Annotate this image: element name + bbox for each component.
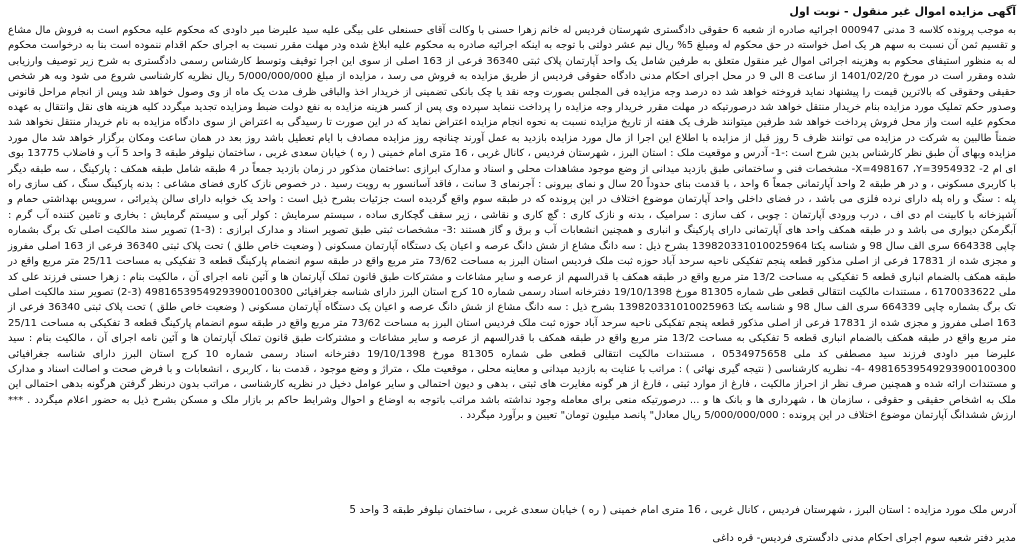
notice-body: به موجب پرونده کلاسه 3 مدنی 000947 اجرائیه صادره از شعبه 6 حقوقی دادگستری شهرستان فردیس له خانم زهرا حسنی با وکالت آقای حسنعلی علی بیگی علیه سید علیرضا میر داودی که محکوم علیه محکوم است به فروش مال مشاع و تقسیم ثمن آن نسبت به سهم هر یک اصل خواسته در حق محکوم له ومبلغ 5% ریال نیم عشر دولتی با توجه به اینکه اجرائیه صادره به محکوم علیه ابلاغ شده ودر مهلت مقرر نسبت به اجرای حکم اقدام ننموده است بنا به درخواست محکوم له به منظور استیفای محکوم به وهزینه اجرائی اموال غیر منقول متعلق به طرفین شامل یک واحد آپارتمان پلاک ثبتی 36340 فرعی از 163 اصلی از سوی این اجرا توقیف وتوسط کارشناس رسمی دادگستری به شرح زیر توصیف وارزیابی شده ومقرر است در مورخ 1401/02/20 از ساعت 8 الی 9 در محل اجرای احکام مدنی دادگاه حقوقی فردیس از طریق مزایده به فروش می رسد ، مزایده از مبلغ 5/000/000/000 ریال نظریه کارشناسی شروع می شود وبه هر شخص حقیقی وحقوقی که بالاترین قیمت را پیشنهاد نماید فروخته خواهد شد ده درصد وجه مزایده فی المجلس بصورت وجه نقد یا چک بانکی تضمینی از خریدار اخذ والباقی ظرف مدت یک ماه از وی وصول خواهد شد وپس از انجام مراحل قانونی وصدور حکم تملیک مورد مزایده بنام خریدار منتقل خواهد شد درصورتیکه در مهلت مقرر خریدار وجه مزایده را پرداخت ننماید سپرده وی پس از کسر هزینه مزایده به نفع دولت ضبط ومزایده تجدید میگردد کلیه هزینه های نقل وانتقال به عهده محکوم علیه است واز محل فروش پرداخت خواهد شد طرفین میتوانند ظرف یک هفته از تاریخ مزایده نسبت به نحوه انجام مزایده اعتراض نماید که در این صورت تا رسیدگی به اعتراض از سوی دادگاه مزایده به نام خریدار منتقل نخواهد شد ضمناً طالبین به شرکت در مزایده می توانند ظرف 5 روز قبل از مزایده با اطلاع این اجرا از مال مورد مزایده بازدید به عمل آورند چنانچه روز مزایده مصادف با ایام تعطیل باشد روز بعد در همان ساعت ومکان برگزار خواهد شد مال مورد مزایده وبهای آن طبق نظر کارشناس بدین شرح است :-1- آدرس و موقعیت ملک : استان البرز ، شهرستان فردیس ، کانال غربی ، 16 متری امام خمینی ( ره ) خیابان سعدی غربی ، ساختمان نیلوفر طبقه 3 واحد 5 آب و فاضلاب 13775 بوی ای ام X=498167 ،Y=3954932 -2- مشخصات فنی و ساختمانی طبق بازدید میدانی از وضع موجود مشاهدات محلی و اسناد و مدارک ابرازی :ساختمان مذکور در زمان بازدید جمعاً در 4 طبقه شامل طبقه همکف : پارکینگ ، سه طبقه دیگر با کاربری مسکونی ، و در هر طبقه 2 واحد آپارتمانی جمعاً 6 واحد ، با قدمت بنای حدوداً 20 سال و نمای بیرونی : آجرنمای 3 سانت ، فاقد آسانسور به رویت رسید . در خصوص نازک کاری فضای مشاعی : بدنه پارکینگ سنگ ، کف سازی راه پله : سنگ و راه پله دارای نرده فلزی می باشد ، در فضای داخلی واحد آپارتمان موضوع اختلاف در این پرونده که در طبقه سوم واقع گردیده است جزئیات بشرح ذیل است : واحد یک خوابه دارای سالن پذیرائی ، سرویس بهداشتی حمام و آشپزخانه با کابینت ام دی اف ، درب ورودی آپارتمان : چوبی ، کف سازی : سرامیک ، بدنه و نازک کاری : گچ کاری و نقاشی ، زیر سقف گچکاری ساده ، سیستم سرمایش : کولر آبی و سیستم گرمایش : بخاری و تامین کننده آب گرم : آبگرمکن دیواری می باشد و در طبقه همکف واحد های آپارتمانی دارای پارکینگ و انباری و همچنین انشعابات آب و برق و گاز هستند :3- مشخصات ثبتی طبق تصویر اسناد و مدارک ابرازی : (3-1) تصویر سند مالکیت اصلی تک برگ بشماره چاپی 664338 سری الف سال 98 و شناسه یکتا 139820331010025964 بشرح ذیل : سه دانگ مشاع از شش دانگ عرصه و اعیان یک دستگاه آپارتمان مسکونی ( وضعیت خاص طلق ) تحت پلاک ثبتی 36340 فرعی از 163 اصلی مفروز و مجزی شده از 17831 فرعی از اصلی مذکور قطعه پنجم تفکیکی ناحیه سرحد آباد حوزه ثبت ملک فردیس استان البرز به مساحت 73/62 متر مربع واقع در طبقه سوم انضمام پارکینگ قطعه 3 تفکیکی به مساحت 25/11 متر مربع واقع در طبقه همکف بالضمام انباری قطعه 5 تفکیکی به مساحت 13/2 متر مربع واقع در طبقه همکف با قدرالسهم از عرصه و سایر مشاعات و مشترکات طبق قانون تملک آپارتمان ها و آئین نامه اجرای آن ، مالکیت بنام : زهرا حسنی فرزند علی کد ملی 6170033622 ، مستندات مالکیت انتقالی قطعی طی شماره 81305 مورخ 19/10/1398 دفترخانه اسناد رسمی شماره 10 کرج استان البرز دارای شناسه جغرافیائی 49816539549293900100300 (3-2) تصویر سند مالکیت اصلی تک برگ بشماره چاپی 664339 سری الف سال 98 و شناسه یکتا 139820331010025963 بشرح ذیل : سه دانگ مشاع از شش دانگ عرصه و اعیان یک دستگاه آپارتمان مسکونی ( وضعیت خاص طلق ) تحت پلاک ثبتی 36340 فرعی از 163 اصلی مفروز و مجزی شده از 17831 فرعی از اصلی مذکور قطعه پنجم تفکیکی ناحیه سرحد آباد حوزه ثبت ملک فردیس استان البرز به مساحت 73/62 متر مربع واقع در طبقه سوم انضمام پارکینگ قطعه 3 تفکیکی به مساحت 25/11 متر مربع واقع در طبقه همکف بالضمام انباری قطعه 5 تفکیکی به مساحت 13/2 متر مربع واقع در طبقه همکف با قدرالسهم از عرصه و سایر مشاعات و مشترکات طبق قانون تملک آپارتمان ها و آئین نامه اجرای آن ، مالکیت بنام : سید علیرضا میر داودی فرزند سید مصطفی کد ملی 0534975658 ، مستندات مالکیت انتقالی قطعی طی شماره 81305 مورخ 19/10/1398 دفترخانه اسناد رسمی شماره 10 کرج استان البرز دارای شناسه جغرافیائی 49816539549293900100300 -4- نظریه کارشناسی ( نتیجه گیری نهائی ) : مراتب با عنایت به بازدید میدانی و معاینه محلی ، موقعیت ملک ، متراژ و وضع موجود ، قدمت بنا ، کاربری ، انشعابات و با فرض صحت و اصالت اسناد و مدارک و مستندات ارائه شده و همچنین صرف نظر از احراز مالکیت ، فارغ از موارد ثبتی ، فارغ از هر گونه مغایرت های ثبتی ، بدهی و دیون احتمالی و سایر عوامل دخیل در نظریه کارشناسی ، مراتب بدون درنظر گرفتن هرگونه بدهی احتمالی این ملک به اشخاص حقیقی و حقوقی ، سازمان ها ، شهرداری ها و بانک ها و ... درصورتیکه منعی برای معامله وجود نداشته باشد مراتب باتوجه به اوضاع و احوال وشرایط حاکم بر بازار ملک و مسکن بشرح ذیل به حضور اعلام میگردد . *** ارزش ششدانگ آپارتمان موضوع اختلاف در این پرونده : 5/000/000/000 ریال معادل" پانصد میلیون تومان" تعیین و برآورد میگردد . bbox=[8, 25, 1017, 422]
notice-title: آگهی مزایده اموال غیر منقول - نوبت اول bbox=[789, 5, 1016, 18]
property-address: آدرس ملک مورد مزایده : استان البرز ، شهرستان فردیس ، کانال غربی ، 16 متری امام خمینی ( ره ) خیابان سعدی غربی ، ساختمان نیلوفر طبقه 3 واحد 5 bbox=[349, 504, 1016, 516]
office-signature: مدیر دفتر شعبه سوم اجرای احکام مدنی دادگستری فردیس- قره داغی bbox=[712, 532, 1016, 544]
spacer bbox=[8, 424, 1016, 496]
